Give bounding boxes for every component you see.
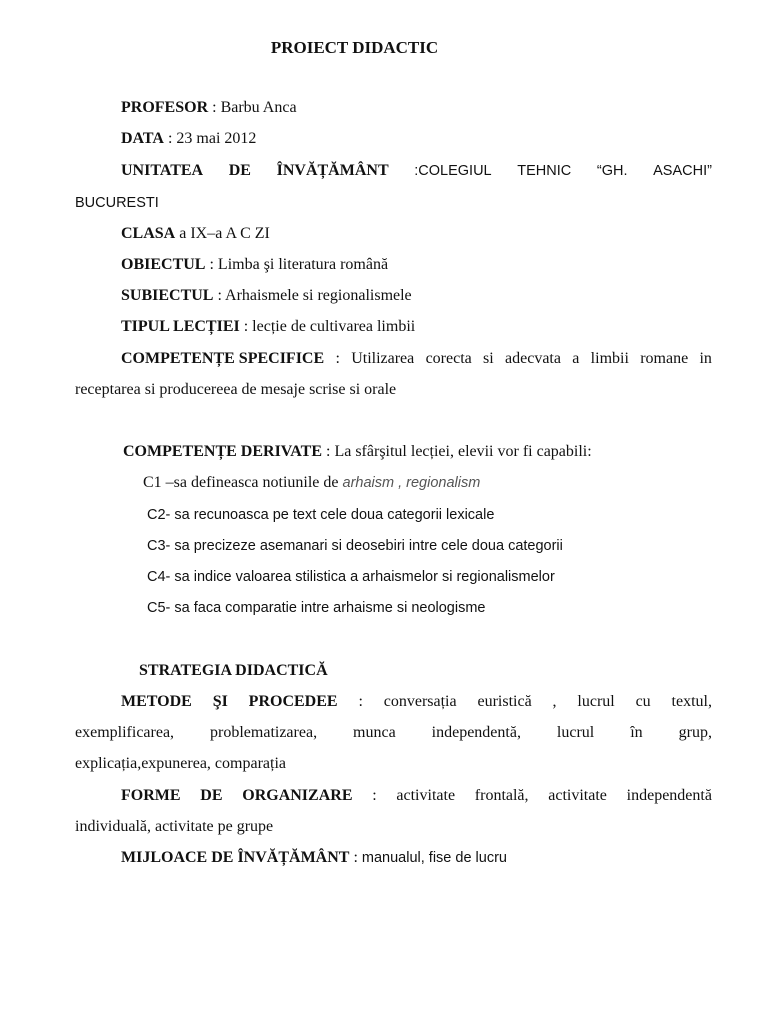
data-label: DATA xyxy=(121,130,164,147)
competente-derivate-line xyxy=(123,442,592,462)
mijloace-sep: : xyxy=(349,849,362,866)
metode-word: exemplificarea, xyxy=(75,724,175,741)
obiectul-sep: : xyxy=(205,256,218,273)
competenta-c2: C2- sa recunoasca pe text cele doua categorii lexicale xyxy=(147,507,495,523)
clasa-value: a IX–a A C ZI xyxy=(175,225,270,242)
competente-specifice-label: COMPETENȚE SPECIFICE xyxy=(121,350,325,367)
unitatea-value-word: :COLEGIUL xyxy=(414,163,492,179)
unitatea-line xyxy=(121,161,712,181)
unitatea-label-word: UNITATEA xyxy=(121,162,204,179)
tipul-sep: : xyxy=(239,318,253,335)
data-value: 23 mai 2012 xyxy=(176,130,257,147)
forme-label-word: DE xyxy=(200,787,223,804)
obiectul-label: OBIECTUL xyxy=(121,256,206,273)
cs-word: si xyxy=(483,350,494,367)
forme-line1 xyxy=(121,786,712,806)
competenta-c1 xyxy=(143,473,480,493)
metode-word: munca xyxy=(353,724,396,741)
subiectul-value: Arhaismele si regionalismele xyxy=(225,287,412,304)
forme-word: : xyxy=(372,787,377,804)
strategia-heading xyxy=(139,661,328,681)
cs-word: a xyxy=(572,350,580,367)
metode-word: problematizarea, xyxy=(210,724,318,741)
competente-specifice-line xyxy=(121,349,712,369)
forme-label-word: FORME xyxy=(121,787,181,804)
profesor-label: PROFESOR xyxy=(121,99,209,116)
competenta-c4: C4- sa indice valoarea stilistica a arhaismelor si regionalismelor xyxy=(147,569,555,585)
subiectul-line xyxy=(121,286,412,306)
mijloace-line xyxy=(121,848,507,868)
metode-word: lucrul xyxy=(577,693,615,710)
metode-word: conversația xyxy=(383,693,457,710)
competenta-c3: C3- sa precizeze asemanari si deosebiri intre cele doua categorii xyxy=(147,538,563,554)
subiectul-sep: : xyxy=(213,287,226,304)
competente-derivate-sep: : xyxy=(322,443,335,460)
metode-label-word: PROCEDEE xyxy=(248,693,338,710)
clasa-line xyxy=(121,224,270,244)
metode-word: independentă, xyxy=(431,724,521,741)
forme-word: independentă xyxy=(626,787,712,804)
forme-label-word: ORGANIZARE xyxy=(242,787,353,804)
forme-word: frontală, xyxy=(474,787,529,804)
competente-derivate-value: La sfârşitul lecției, elevii vor fi capabili: xyxy=(334,443,592,460)
clasa-label: CLASA xyxy=(121,225,176,242)
unitatea-value-word: “GH. xyxy=(596,163,628,179)
metode-word: în xyxy=(630,724,643,741)
metode-word: cu xyxy=(635,693,651,710)
unitatea-value-word: TEHNIC xyxy=(517,163,572,179)
strategia-heading-text: STRATEGIA DIDACTICĂ xyxy=(139,662,328,679)
unitatea-label-word: DE xyxy=(228,162,251,179)
data-sep: : xyxy=(163,130,177,147)
cs-word: Utilizarea xyxy=(351,350,415,367)
forme-word: activitate xyxy=(396,787,456,804)
tipul-label: TIPUL LECȚIEI xyxy=(121,318,240,335)
metode-label-word: METODE xyxy=(121,693,192,710)
tipul-line xyxy=(121,317,415,337)
cs-word: : xyxy=(335,350,340,367)
metode-line2 xyxy=(75,723,712,743)
subiectul-label: SUBIECTUL xyxy=(121,287,214,304)
metode-label-word: ŞI xyxy=(212,693,228,710)
cs-word: corecta xyxy=(425,350,472,367)
obiectul-line xyxy=(121,255,388,275)
metode-word: : xyxy=(358,693,363,710)
forme-line2: individuală, activitate pe grupe xyxy=(75,818,274,835)
metode-word: textul, xyxy=(671,693,712,710)
cs-word: adecvata xyxy=(505,350,561,367)
obiectul-value: Limba şi literatura română xyxy=(217,256,389,273)
c1-text: C1 –sa defineasca notiunile de xyxy=(143,474,343,491)
metode-word: euristică xyxy=(477,693,532,710)
mijloace-label: MIJLOACE DE ÎNVĂȚĂMÂNT xyxy=(121,849,350,866)
metode-word: grup, xyxy=(678,724,712,741)
data-line xyxy=(121,129,256,149)
cs-word: in xyxy=(699,350,712,367)
competente-specifice-continued: receptarea si producereea de mesaje scrise si orale xyxy=(75,381,397,398)
mijloace-value: manualul, fise de lucru xyxy=(361,850,507,866)
competente-derivate-label: COMPETENȚE DERIVATE xyxy=(123,443,322,460)
unitatea-value-word: ASACHI” xyxy=(653,163,712,179)
metode-word: lucrul xyxy=(556,724,595,741)
cs-word: limbii xyxy=(590,350,629,367)
competenta-c5: C5- sa faca comparatie intre arhaisme si neologisme xyxy=(147,600,486,616)
unitatea-label-word: ÎNVĂȚĂMÂNT xyxy=(276,162,389,179)
metode-line1 xyxy=(121,692,712,712)
profesor-sep: : xyxy=(208,99,221,116)
tipul-value: lecție de cultivarea limbii xyxy=(252,318,416,335)
forme-word: activitate xyxy=(548,787,607,804)
c1-terms: arhaism , regionalism xyxy=(342,475,481,491)
metode-word: , xyxy=(552,693,557,710)
profesor-value: Barbu Anca xyxy=(220,99,297,116)
profesor-line xyxy=(121,98,297,118)
cs-word: romane xyxy=(640,350,689,367)
metode-line3: explicația,expunerea, comparația xyxy=(75,755,286,772)
unitatea-value-continued: BUCURESTI xyxy=(75,195,159,211)
page-title: PROIECT DIDACTIC xyxy=(270,38,439,57)
